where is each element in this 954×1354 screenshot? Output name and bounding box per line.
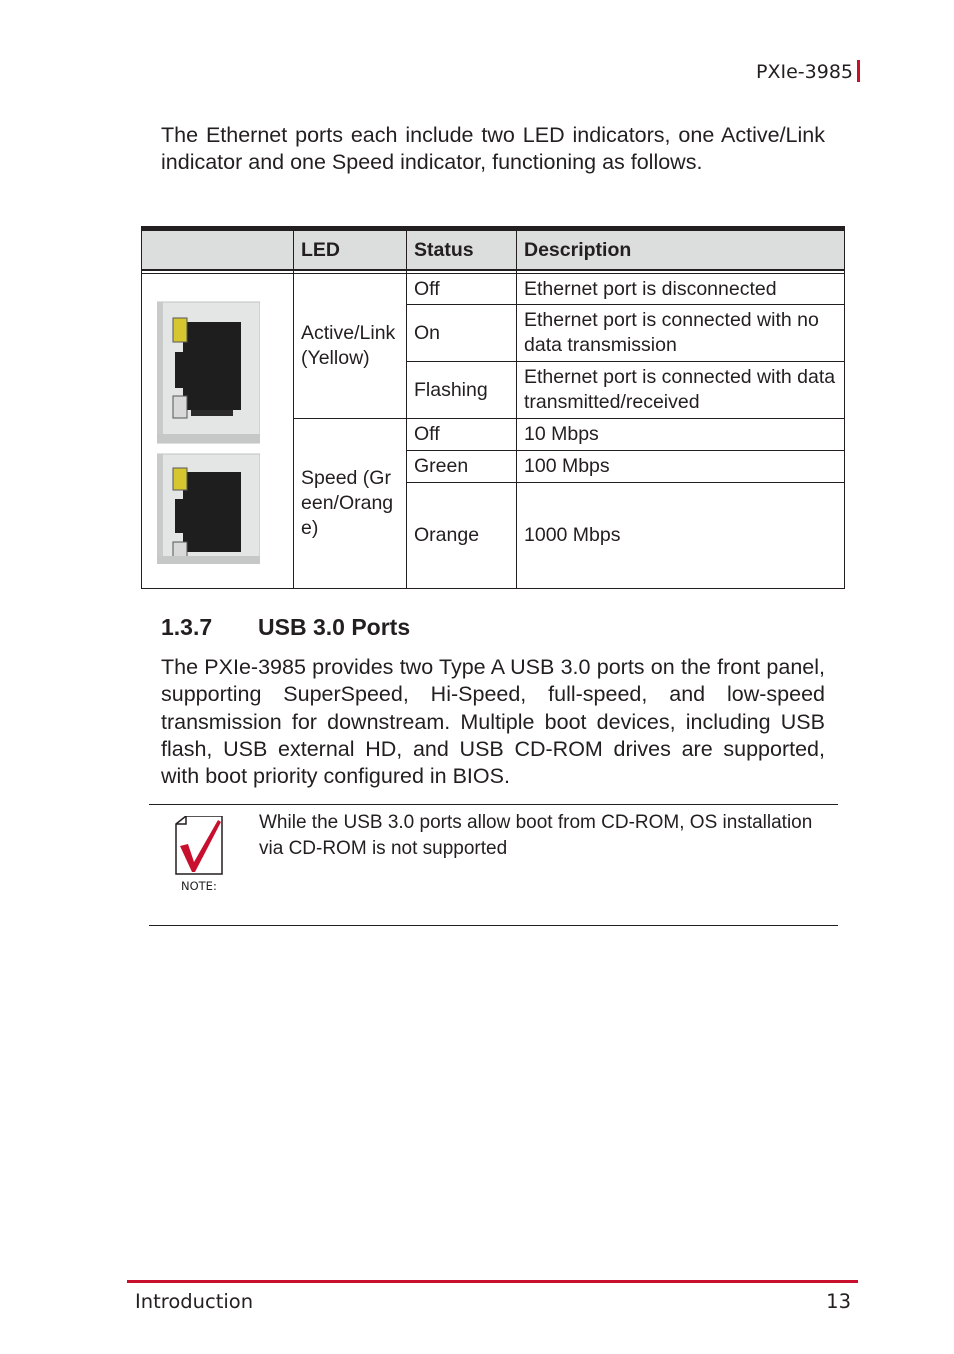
status-cell: Off	[407, 419, 517, 451]
led-table-header-row	[142, 229, 845, 271]
description-cell: Ethernet port is connected with data transmitted/received	[517, 362, 845, 419]
yellow-led-icon	[173, 468, 187, 490]
led-table	[141, 226, 845, 589]
status-cell: Orange	[407, 483, 517, 589]
description-cell: 10 Mbps	[517, 419, 845, 451]
speed-led-icon	[173, 396, 187, 418]
document-name: PXIe-3985	[756, 61, 853, 83]
led-name-active-link: Active/Link (Yellow)	[294, 274, 407, 419]
ethernet-port-image	[157, 274, 260, 564]
ethernet-port-1	[157, 302, 260, 443]
usb-paragraph: The PXIe-3985 provides two Type A USB 3.0 ports on the front panel, supporting SuperSpeed, Hi-Speed, full-speed, and low-speed transmission for downstream. Multiple boot devices, including USB flash, USB external HD, and USB CD-ROM drives are supported, with boot priority configured in BIOS.	[161, 655, 825, 789]
section-number: 1.3.7	[161, 614, 213, 640]
status-cell: On	[407, 305, 517, 362]
intro-paragraph: The Ethernet ports each include two LED indicators, one Active/Link indicator and one Speed indicator, functioning as follows.	[161, 123, 825, 175]
footer-section-name: Introduction	[135, 1290, 254, 1313]
header-led: LED	[294, 229, 407, 271]
running-header	[756, 60, 860, 83]
page-number: 13	[826, 1290, 851, 1313]
yellow-led-icon	[173, 318, 187, 342]
note-text: While the USB 3.0 ports allow boot from CD-ROM, OS installation via CD-ROM is not supported	[259, 812, 813, 859]
footer-rule	[127, 1280, 858, 1283]
section-heading	[161, 614, 410, 641]
description-cell: Ethernet port is connected with no data transmission	[517, 305, 845, 362]
led-name-speed: Speed (Green/Orange)	[294, 419, 407, 589]
description-cell: 100 Mbps	[517, 451, 845, 483]
section-title: USB 3.0 Ports	[258, 614, 411, 640]
note-bottom-rule	[149, 925, 838, 926]
header-image-col	[142, 229, 294, 271]
description-cell: Ethernet port is disconnected	[517, 274, 845, 305]
description-cell: 1000 Mbps	[517, 483, 845, 589]
status-cell: Green	[407, 451, 517, 483]
note-top-rule	[149, 804, 838, 805]
port-images-cell	[142, 274, 294, 589]
note-checkmark-icon	[174, 816, 226, 876]
header-description: Description	[517, 229, 845, 271]
note-label: NOTE:	[181, 879, 217, 893]
header-status: Status	[407, 229, 517, 271]
status-cell: Flashing	[407, 362, 517, 419]
status-cell: Off	[407, 274, 517, 305]
header-accent-bar	[857, 60, 860, 82]
table-row	[142, 274, 845, 305]
ethernet-port-2	[157, 454, 260, 564]
